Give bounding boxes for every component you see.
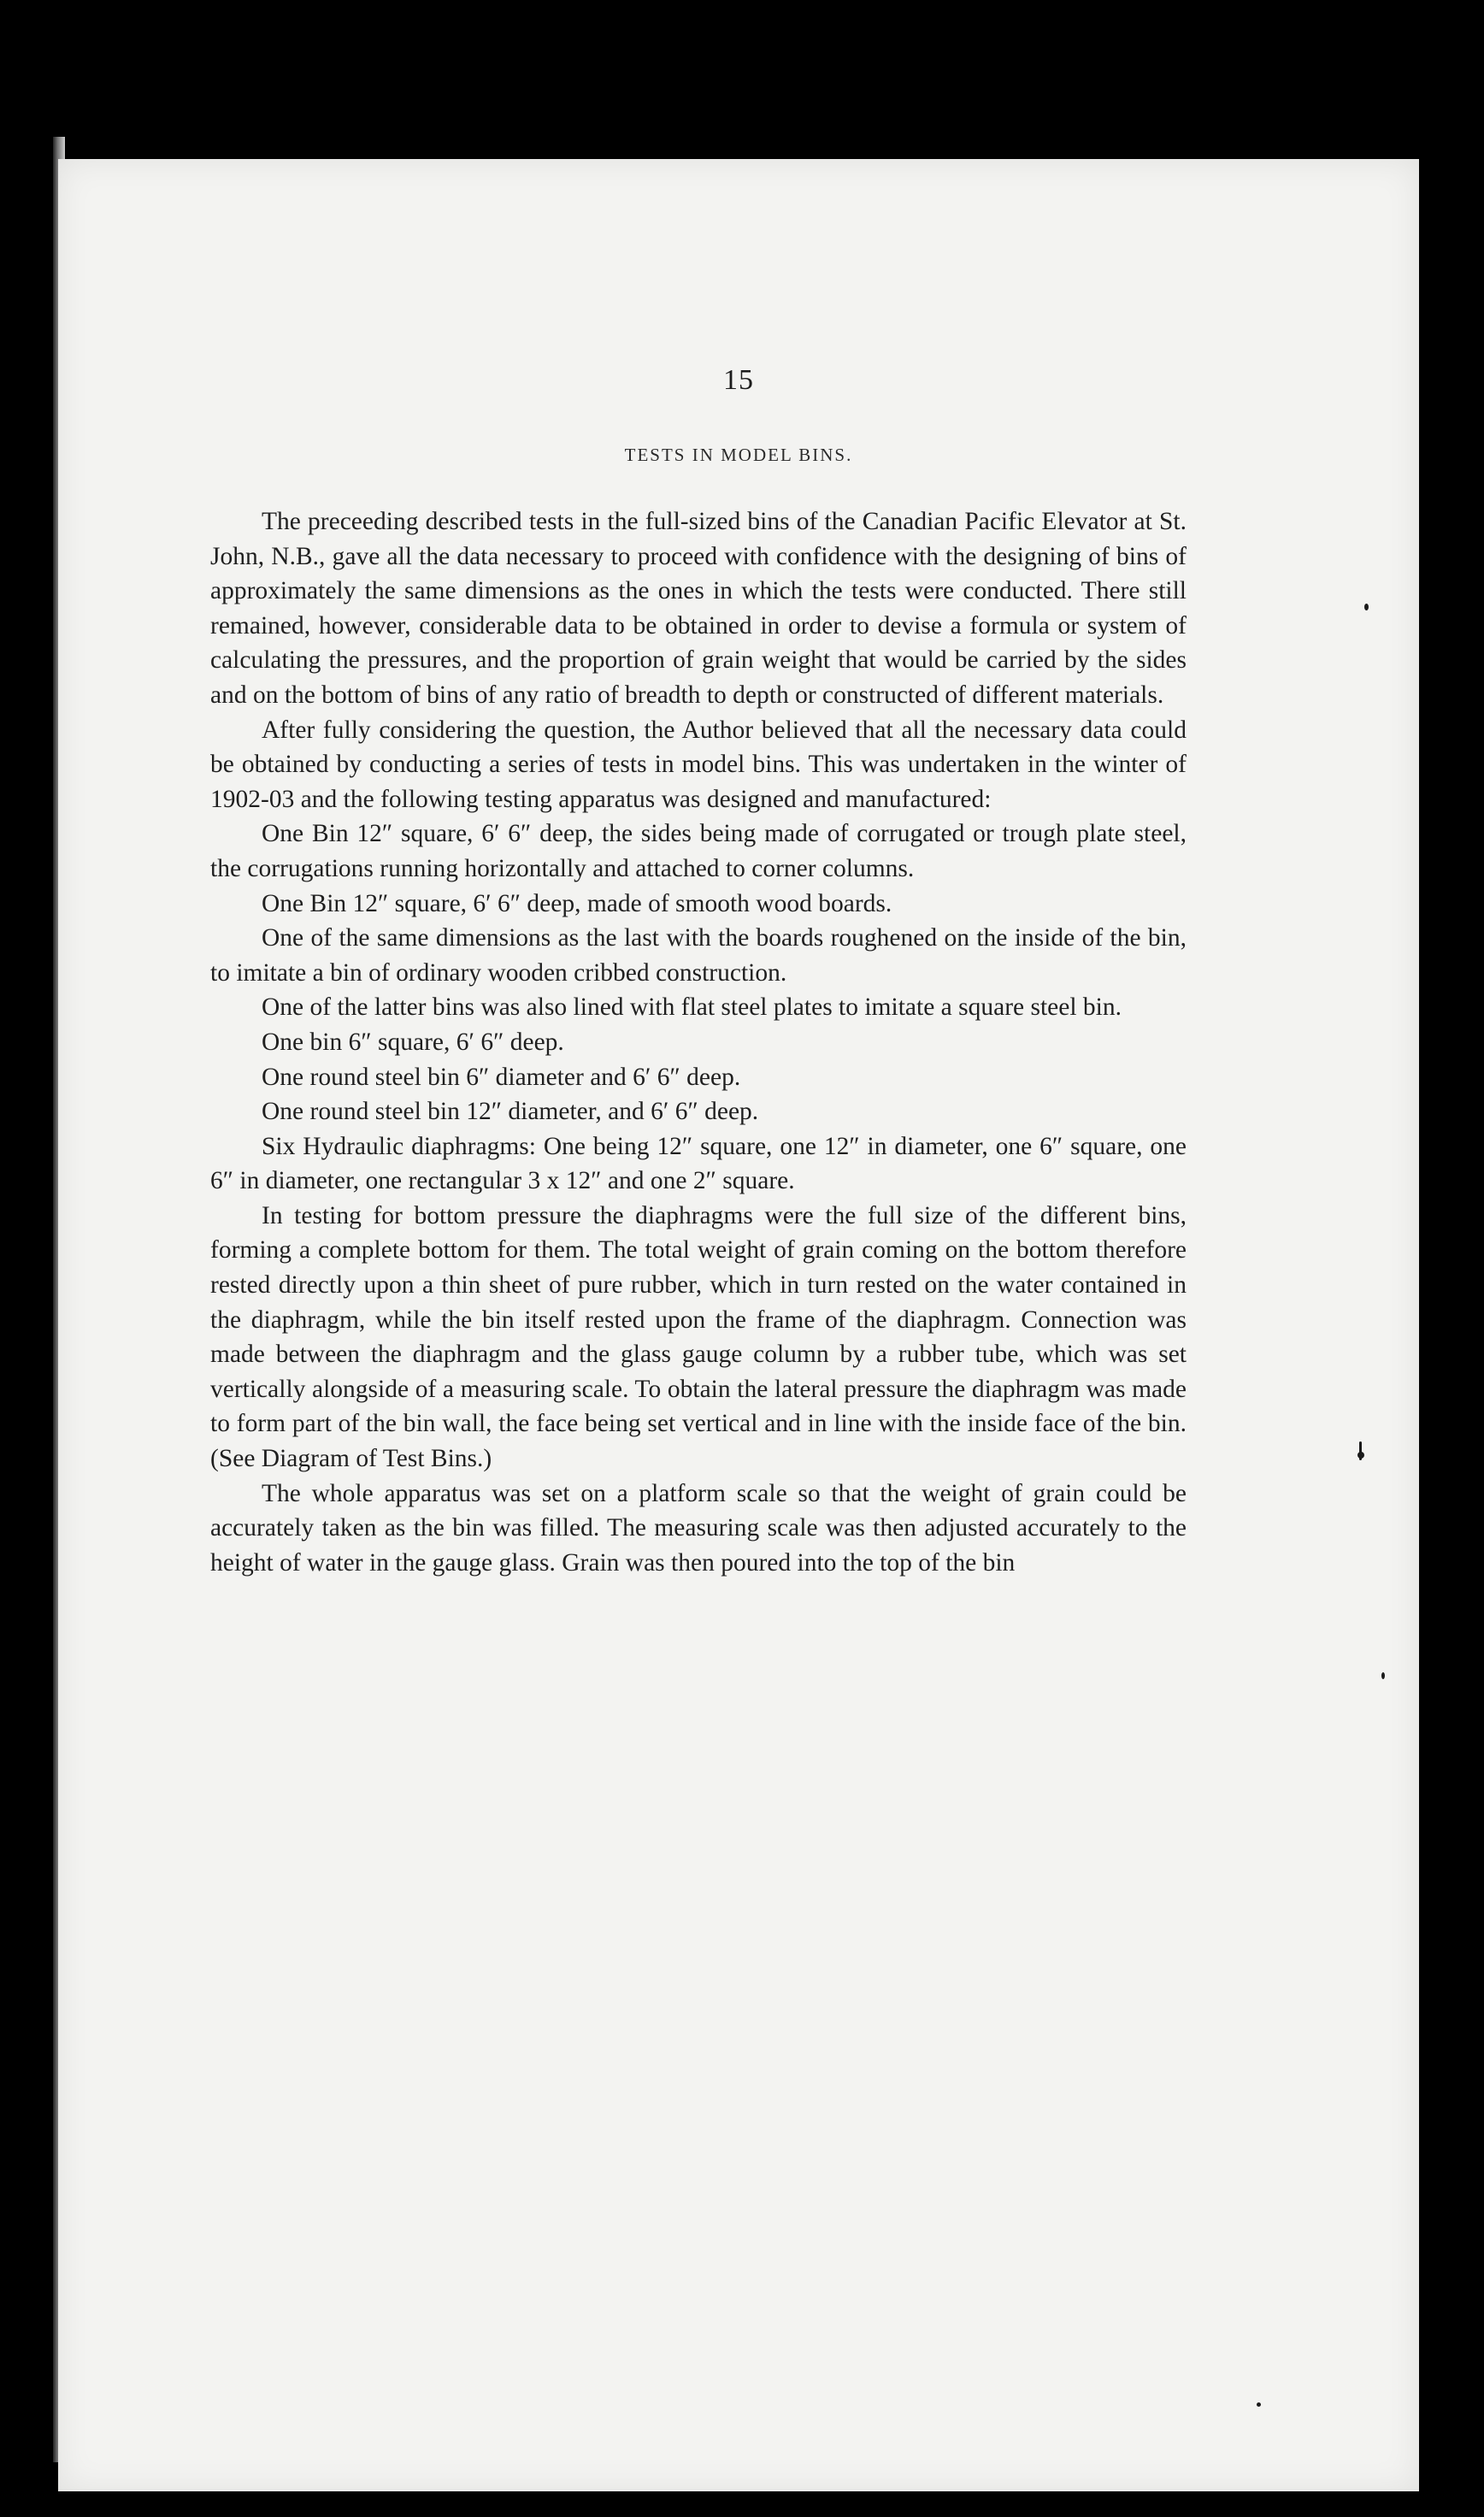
scan-speck [1257,2402,1261,2407]
document-page [58,159,1419,2491]
page-number: 15 [723,364,754,396]
paragraph: The preceeding described tests in the full-sized bins of the Canadian Pacific Elevator at St. John, N.B., gave all the data necessary to proceed with confidence with the designing of bins of approximately the same dimensions as the ones in which the tests were conducted. There still remained, however, considerable data to be obtained in order to devise a formula or system of calculating the pressures, and the proportion of grain weight that would be carried by the sides and on the bottom of bins of any ratio of breadth to depth or constructed of different materials. [210,508,1187,709]
paragraph: One round steel bin 12″ diameter, and 6′ 6″ deep. [262,1098,759,1126]
scan-speck [1381,1672,1385,1679]
paragraph: One bin 6″ square, 6′ 6″ deep. [262,1028,564,1056]
body-text [210,504,1187,1580]
paragraph: One of the latter bins was also lined with flat steel plates to imitate a square steel bin. [262,993,1122,1022]
paragraph: The whole apparatus was set on a platform scale so that the weight of grain could be accurately taken as the bin was filled. The measuring scale was then adjusted accurately to the height of water in the gauge glass. Grain was then poured into the top of the bin [210,1479,1187,1577]
paragraph: One round steel bin 6″ diameter and 6′ 6″ deep. [262,1063,741,1091]
paragraph: After fully considering the question, the Author believed that all the necessary data could be obtained by conducting a series of tests in model bins. This was undertaken in the winter of 1902-03 and the following testing apparatus was designed and manufactured: [210,716,1187,813]
scan-speck [1359,1441,1362,1460]
paragraph: One Bin 12″ square, 6′ 6″ deep, the sides being made of corrugated or trough plate steel, the corrugations running horizontally and attached to corner columns. [210,820,1187,882]
paragraph: In testing for bottom pressure the diaphragms were the full size of the different bins, forming a complete bottom for them. The total weight of grain coming on the bottom therefore rested directly upon a thin sheet of pure rubber, which in turn rested on the water contained in the diaphragm, while the bin itself rested upon the frame of the diaphragm. Connection was made between the diaphragm and the glass gauge column by a rubber tube, which was set vertically alongside of a measuring scale. To obtain the lateral pressure the diaphragm was made to form part of the bin wall, the face being set vertical and in line with the inside face of the bin. (See Diagram of Test Bins.) [210,1201,1187,1473]
section-title: TESTS IN MODEL BINS. [624,445,853,465]
paragraph: One Bin 12″ square, 6′ 6″ deep, made of smooth wood boards. [262,889,892,917]
paragraph: Six Hydraulic diaphragms: One being 12″ square, one 12″ in diameter, one 6″ square, one 6″ in diameter, one rectangular 3 x 12″ and one 2″ square. [210,1132,1187,1195]
paragraph: One of the same dimensions as the last with the boards roughened on the inside of the bin, to imitate a bin of ordinary wooden cribbed construction. [210,924,1187,987]
scan-speck [1364,604,1369,610]
